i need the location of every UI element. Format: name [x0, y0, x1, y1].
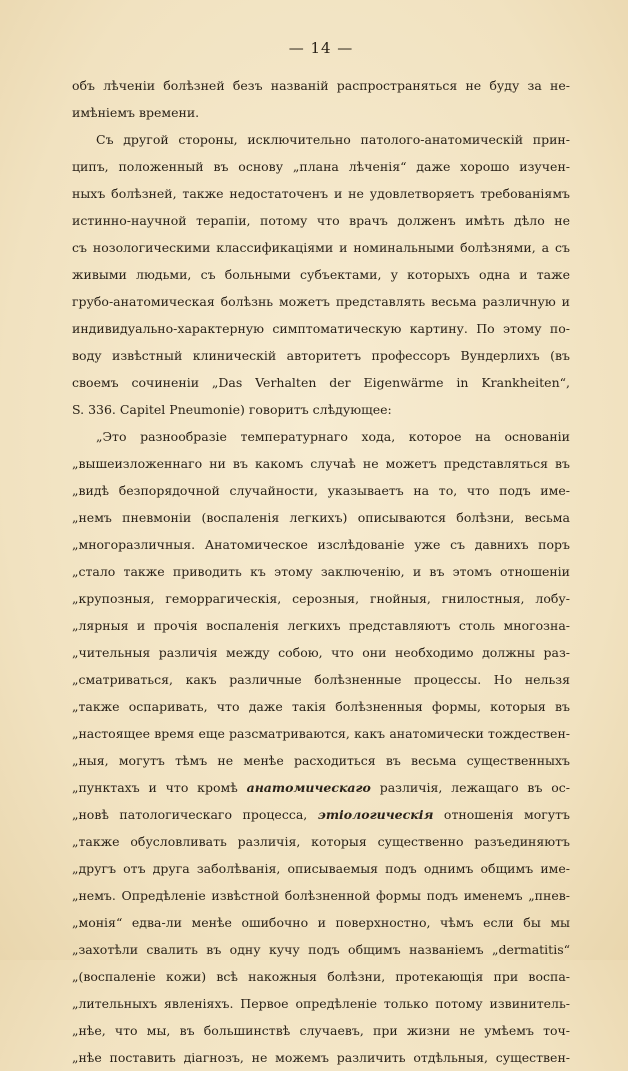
text-line: „чительныя различія между собою, что они необходимо должны раз- — [72, 645, 570, 660]
text-line: Съ другой стороны, исключительно патолого-анатомическій прин- — [96, 132, 570, 147]
text-line: „немъ. Опредѣленіе извѣстной болѣзненной формы подъ именемъ „пнев- — [72, 888, 570, 903]
text-line: индивидуально-характерную симптоматическую картину. По этому по- — [72, 321, 570, 336]
text-line: „сматриваться, какъ различные болѣзненные процессы. Но нельзя — [72, 672, 570, 687]
text-line: живыми людьми, съ больными субъектами, у которыхъ одна и таже — [72, 267, 570, 282]
text-line: „лительныхъ явленіяхъ. Первое опредѣленіе только потому извинитель- — [72, 996, 570, 1011]
emphasized-word: анатомическаго — [246, 780, 371, 795]
text-line: объ лѣченіи болѣзней безъ названій распространяться не буду за не- — [72, 78, 570, 93]
text-segment: „новѣ патологическаго процесса, — [72, 807, 318, 822]
text-line: „настоящее время еще разсматриваются, какъ анатомически тождествен- — [72, 726, 570, 741]
text-line: „нѣе поставить діагнозъ, не можемъ различить отдѣльныя, существен- — [72, 1050, 570, 1065]
text-line — [72, 774, 570, 801]
text-line: „монія“ едва-ли менѣе ошибочно и поверхностно, чѣмъ если бы мы — [72, 915, 570, 930]
text-line: „также обусловливать различія, которыя существенно разъединяютъ — [72, 834, 570, 849]
text-line: „видѣ безпорядочной случайности, указываетъ на то, что подъ име- — [72, 483, 570, 498]
text-line: „нѣе, что мы, въ большинствѣ случаевъ, при жизни не умѣемъ точ- — [72, 1023, 570, 1038]
text-segment: отношенія могутъ — [433, 807, 570, 822]
text-line: ныхъ болѣзней, также недостаточенъ и не удовлетворяетъ требованіямъ — [72, 186, 570, 201]
page-number: — 14 — — [288, 39, 354, 57]
text-line: имѣніемъ времени. — [72, 105, 200, 120]
text-line: „захотѣли свалить въ одну кучу подъ общимъ названіемъ „dermatitis“ — [72, 942, 570, 957]
text-line: грубо-анатомическая болѣзнь можетъ представлять весьма различную и — [72, 294, 570, 309]
text-line: „многоразличныя. Анатомическое изслѣдованіе уже съ давнихъ поръ — [72, 537, 570, 552]
text-line: воду извѣстный клиническій авторитетъ профессоръ Вундерлихъ (въ — [72, 348, 570, 363]
text-line: съ нозологическими классификаціями и номинальными болѣзнями, а съ — [72, 240, 570, 255]
text-line: S. 336. Capitel Pneumonie) говоритъ слѣдующее: — [72, 402, 392, 417]
text-line: „другъ отъ друга заболѣванія, описываемыя подъ однимъ общимъ име- — [72, 861, 570, 876]
text-segment: различія, лежащаго въ ос- — [370, 780, 570, 795]
text-line: „немъ пневмоніи (воспаленія легкихъ) описываются болѣзни, весьма — [72, 510, 570, 525]
text-line: „стало также приводить къ этому заключенію, и въ этомъ отношеніи — [72, 564, 570, 579]
text-line: „(воспаленіе кожи) всѣ накожныя болѣзни, протекающія при воспа- — [72, 969, 570, 984]
text-line: „крупозныя, геморрагическія, серозныя, гнойныя, гнилостныя, лобу- — [72, 591, 570, 606]
text-line: своемъ сочиненіи „Das Verhalten der Eigenwärme in Krankheiten“, — [72, 375, 570, 390]
text-line: „ныя, могутъ тѣмъ не менѣе расходиться въ весьма существенныхъ — [72, 753, 570, 768]
text-line: „Это разнообразіе температурнаго хода, которое на основаніи — [96, 429, 570, 444]
text-segment: „пунктахъ и что кромѣ — [72, 780, 247, 795]
emphasized-word: этіологическія — [317, 807, 434, 822]
text-line: истинно-научной терапіи, потому что врачъ долженъ имѣть дѣло не — [72, 213, 570, 228]
text-line: „также оспаривать, что даже такія болѣзненныя формы, которыя въ — [72, 699, 570, 714]
text-line: „вышеизложеннаго ни въ какомъ случаѣ не можетъ представляться въ — [72, 456, 570, 471]
text-line: ципъ, положенный въ основу „плана лѣченія“ даже хорошо изучен- — [72, 159, 570, 174]
text-line: „лярныя и прочія воспаленія легкихъ представляютъ столь многозна- — [72, 618, 570, 633]
body-text — [72, 72, 570, 1071]
text-line — [72, 801, 570, 828]
